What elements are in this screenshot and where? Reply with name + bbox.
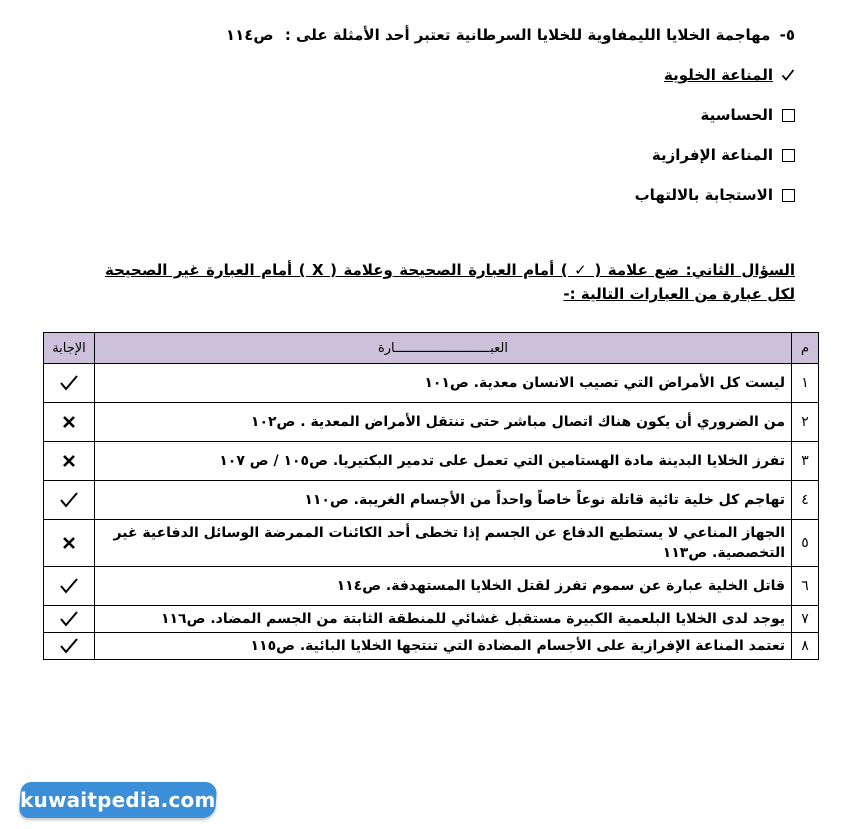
question5-text: مهاجمة الخلايا الليمفاوية للخلايا السرطانية تعتبر أحد الأمثلة على : xyxy=(284,26,771,44)
question2-title: السؤال الثاني: ضع علامة ( ✓ ) أمام العبارة الصحيحة وعلامة ( X ) أمام العبارة غير الصحيحة لكل عبارة من العبارات التالية :- xyxy=(105,261,796,303)
row-number: ٢ xyxy=(792,403,819,442)
check-icon[interactable] xyxy=(44,567,95,606)
option-label: المناعة الخلوية xyxy=(664,66,773,84)
header-number: م xyxy=(792,333,819,364)
row-number: ٥ xyxy=(792,520,819,567)
row-number: ٨ xyxy=(792,633,819,660)
true-false-table xyxy=(43,332,819,660)
row-statement: الجهاز المناعي لا يستطيع الدفاع عن الجسم إذا تخطى أحد الكائنات الممرضة الوسائل الدفاعية غير التخصصية. ص١١٣ xyxy=(95,520,792,567)
option-inflammatory-response[interactable] xyxy=(635,186,795,204)
table-row xyxy=(44,481,819,520)
question5-page-ref: ص١١٤ xyxy=(225,26,274,44)
table-row xyxy=(44,520,819,567)
watermark-text: kuwaitpedia.com xyxy=(20,788,216,812)
question5-number: ٥- xyxy=(779,26,795,44)
cross-icon[interactable] xyxy=(44,520,95,567)
check-icon xyxy=(781,68,795,82)
table-row xyxy=(44,633,819,660)
option-cellular-immunity[interactable] xyxy=(664,66,795,84)
option-humoral-immunity[interactable] xyxy=(652,146,795,164)
watermark-badge xyxy=(19,782,218,818)
row-statement: تفرز الخلايا البدينة مادة الهستامين التي تعمل على تدمير البكتيريا. ص١٠٥ / ص ١٠٧ xyxy=(95,442,792,481)
cross-icon[interactable] xyxy=(44,403,95,442)
option-allergy[interactable] xyxy=(701,106,795,124)
row-number: ٧ xyxy=(792,606,819,633)
table-row xyxy=(44,442,819,481)
checkbox-icon xyxy=(781,148,795,162)
row-number: ١ xyxy=(792,364,819,403)
option-label: الاستجابة بالالتهاب xyxy=(634,186,773,204)
header-answer: الإجابة xyxy=(44,333,95,364)
checkbox-icon xyxy=(781,188,795,202)
check-icon[interactable] xyxy=(44,364,95,403)
row-number: ٣ xyxy=(792,442,819,481)
row-statement: تعتمد المناعة الإفرازية على الأجسام المضادة التي تنتجها الخلايا البائية. ص١١٥ xyxy=(95,633,792,660)
row-number: ٦ xyxy=(792,567,819,606)
question5-header xyxy=(226,26,795,44)
checkbox-icon xyxy=(781,108,795,122)
table-header-row xyxy=(44,333,819,364)
row-statement: ليست كل الأمراض التي تصيب الانسان معدية. ص١٠١ xyxy=(95,364,792,403)
header-statement: العبـــــــــــــــــــــــــارة xyxy=(95,333,792,364)
option-label: المناعة الإفرازية xyxy=(651,146,773,164)
row-number: ٤ xyxy=(792,481,819,520)
row-statement: قاتل الخلية عبارة عن سموم تفرز لقتل الخلايا المستهدفة. ص١١٤ xyxy=(95,567,792,606)
row-statement: تهاجم كل خلية تائية قاتلة نوعاً خاصاً واحداً من الأجسام الغريبة. ص١١٠ xyxy=(95,481,792,520)
check-icon[interactable] xyxy=(44,481,95,520)
table-row xyxy=(44,364,819,403)
check-icon[interactable] xyxy=(44,633,95,660)
table-row xyxy=(44,567,819,606)
cross-icon[interactable] xyxy=(44,442,95,481)
table-row xyxy=(44,606,819,633)
option-label: الحساسية xyxy=(700,106,773,124)
row-statement: يوجد لدى الخلايا البلعمية الكبيرة مستقبل غشائي للمنطقة الثابتة من الجسم المضاد. ص١١٦ xyxy=(95,606,792,633)
table-row xyxy=(44,403,819,442)
check-icon[interactable] xyxy=(44,606,95,633)
row-statement: من الضروري أن يكون هناك اتصال مباشر حتى تنتقل الأمراض المعدية . ص١٠٢ xyxy=(95,403,792,442)
